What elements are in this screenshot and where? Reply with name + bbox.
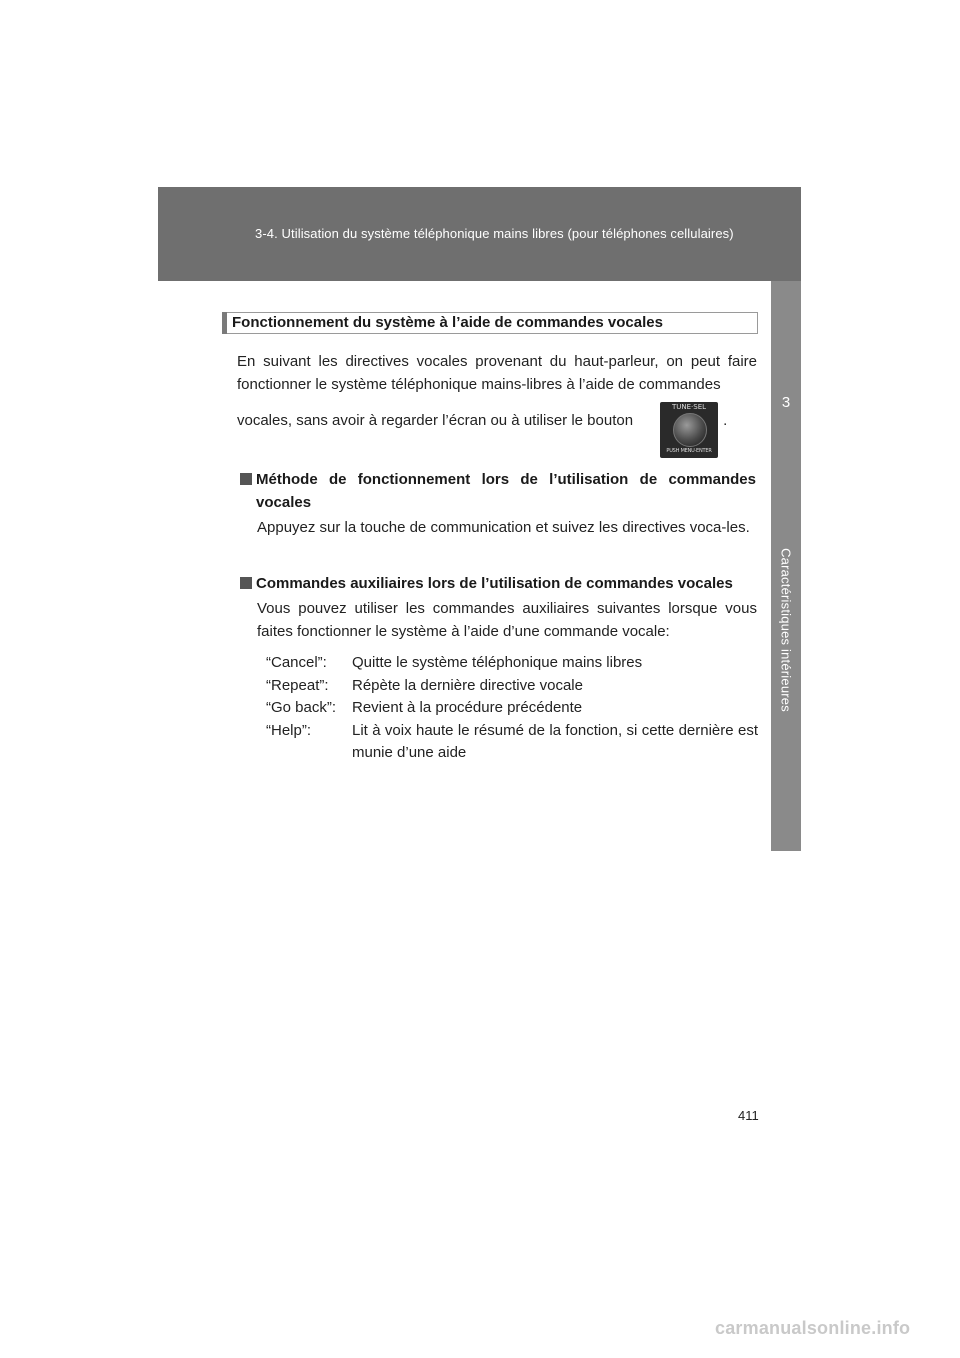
square-bullet-icon [240,577,252,589]
command-row [266,720,758,765]
knob-top-label: TUNE·SEL [671,403,707,411]
command-row [266,675,758,698]
command-desc: Quitte le système téléphonique mains libres [352,654,643,671]
heading-bar [222,312,227,334]
page-number: 411 [738,1108,759,1123]
command-list [266,652,758,765]
side-tab [771,281,801,381]
command-row [266,697,758,720]
tune-sel-knob-icon [660,402,718,458]
chapter-number: 3 [781,394,791,411]
command-desc: Répète la dernière directive vocale [352,676,583,694]
method-paragraph: Appuyez sur la touche de communication et suivez les directives voca-les. [257,519,750,536]
intro-line2: vocales, sans avoir à regarder l’écran ou à utiliser le bouton [237,412,634,429]
watermark: carmanualsonline.info [715,1318,911,1338]
command-key: “Help”: [266,721,312,739]
square-bullet-icon [240,473,252,485]
breadcrumb: 3-4. Utilisation du système téléphonique mains libres (pour téléphones cellulaires) [255,226,734,241]
command-key: “Cancel”: [266,654,327,671]
aux-paragraph: Vous pouvez utiliser les commandes auxiliaires suivantes lorsque vous faites fonctionner le système à l’aide d’une commande vocale: [257,600,757,640]
command-desc: Lit à voix haute le résumé de la fonction, si cette dernière est munie d’une aide [352,721,758,761]
knob-dial [673,413,707,447]
chapter-label: Caractéristiques intérieures [778,548,794,712]
command-key: “Repeat”: [266,676,329,694]
command-desc: Revient à la procédure précédente [352,699,583,716]
section-heading [222,312,758,334]
command-key: “Go back”: [266,699,337,716]
subheading-method-text: Méthode de fonctionnement lors de l’utilisation de commandes vocales [256,471,756,511]
subheading-aux-text: Commandes auxiliaires lors de l’utilisation de commandes vocales [256,575,733,592]
section-title: Fonctionnement du système à l’aide de commandes vocales [232,314,663,331]
intro-period: . [723,412,728,429]
subheading-aux-commands [240,572,756,595]
command-row [266,652,758,675]
subheading-method [240,468,756,514]
intro-paragraph: En suivant les directives vocales provenant du haut-parleur, on peut faire fonctionner le système téléphonique mains-libres à l’aide de commandes [237,353,757,393]
knob-bottom-label: PUSH MENU·ENTER [666,448,712,454]
